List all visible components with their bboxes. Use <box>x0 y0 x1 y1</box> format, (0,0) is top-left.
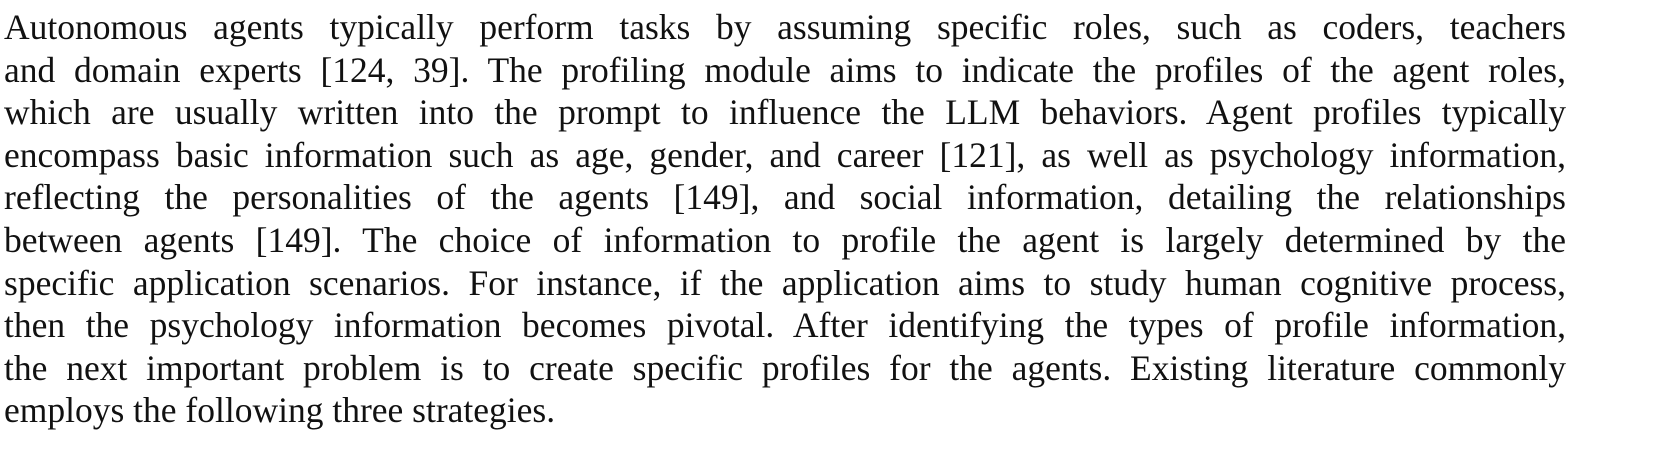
paragraph-line-last: employs the following three strategies. <box>4 390 556 431</box>
paragraph-line: Autonomous agents typically perform tasks by assuming specific roles, such as coders, teachers <box>4 7 1566 47</box>
paragraph-line: then the psychology information becomes pivotal. After identifying the types of profile information, <box>4 305 1566 346</box>
paragraph-line: reflecting the personalities of the agents [149], and social information, detailing the relationships <box>4 177 1566 218</box>
paragraph-line: encompass basic information such as age, gender, and career [121], as well as psychology information, <box>4 134 1566 175</box>
paragraph-line: between agents [149]. The choice of information to profile the agent is largely determined by the <box>4 219 1566 260</box>
paragraph-line: the next important problem is to create specific profiles for the agents. Existing literature commonly <box>4 347 1566 388</box>
paragraph-line: which are usually written into the prompt to influence the LLM behaviors. Agent profiles typically <box>4 92 1566 133</box>
paragraph-line: specific application scenarios. For instance, if the application aims to study human cognitive process, <box>4 262 1566 303</box>
body-paragraph <box>4 6 1566 432</box>
paragraph-line: and domain experts [124, 39]. The profiling module aims to indicate the profiles of the agent roles, <box>4 49 1566 90</box>
